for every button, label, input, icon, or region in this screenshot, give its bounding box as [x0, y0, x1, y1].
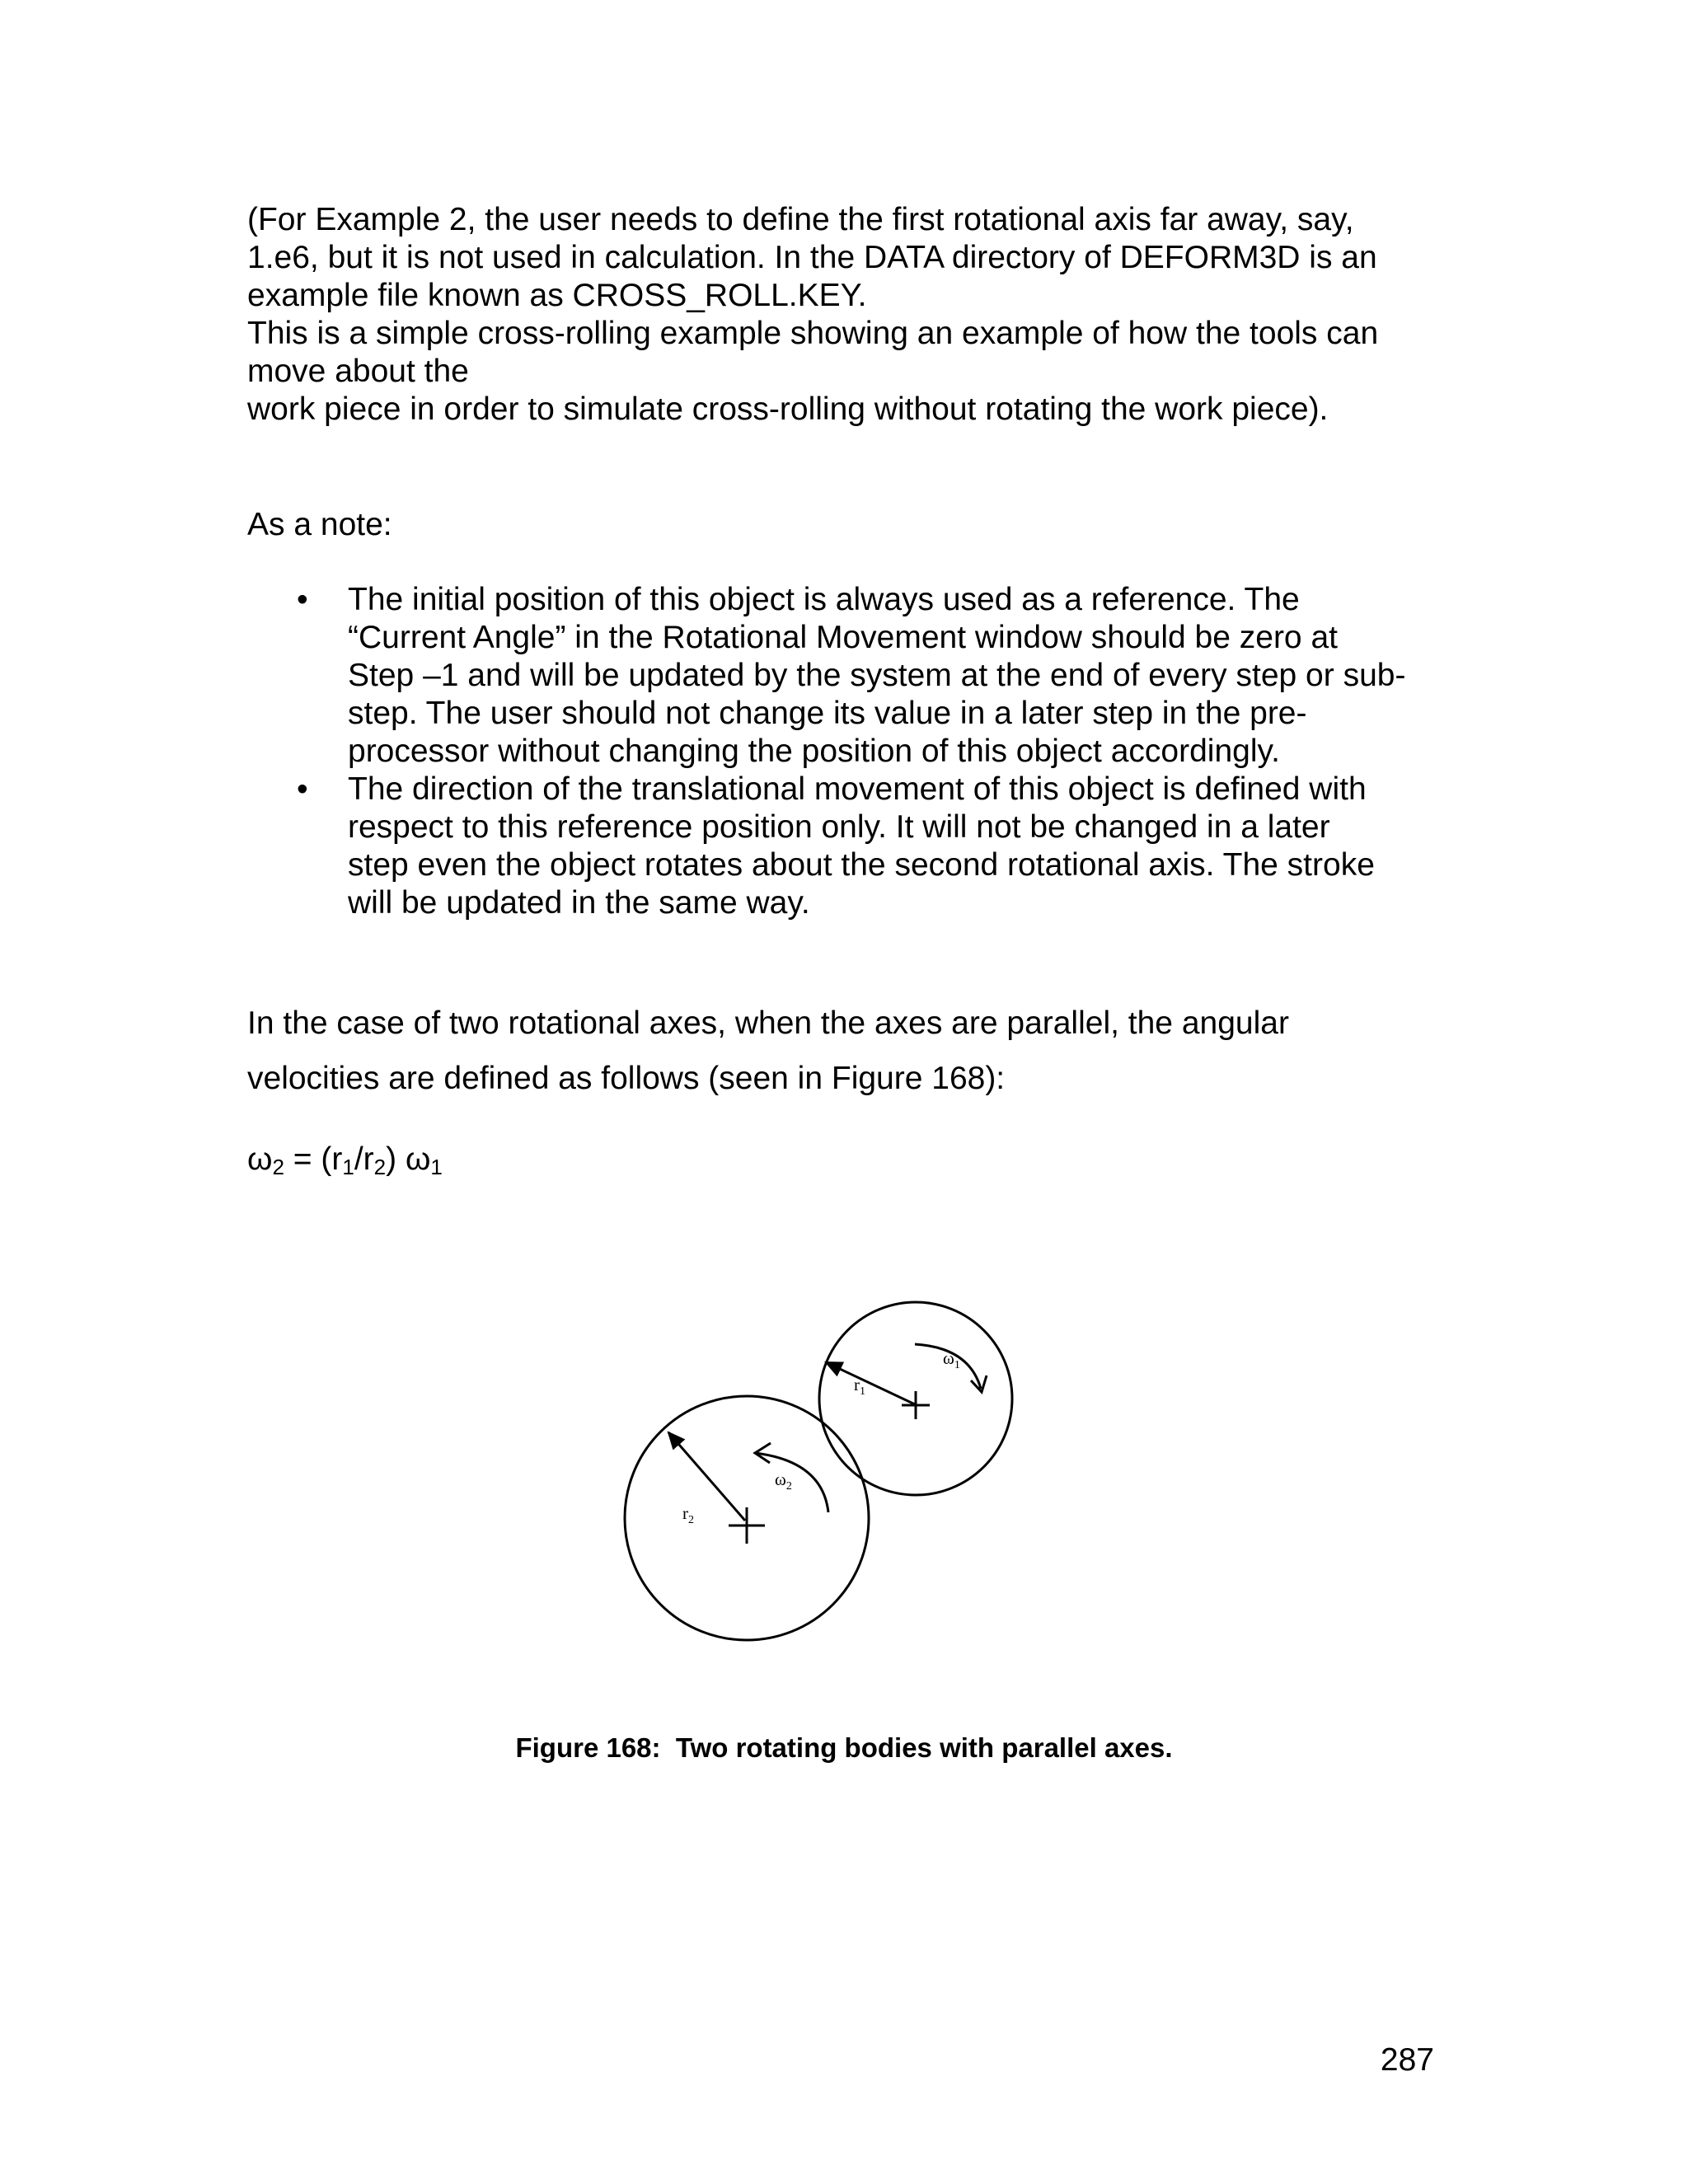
two-rotating-bodies-figure	[610, 1282, 1022, 1661]
text-line: velocities are defined as follows (seen in Figure 168):	[247, 1061, 1006, 1096]
text-line: processor without changing the position of this object accordingly.	[348, 733, 1280, 769]
note-heading: As a note:	[247, 507, 392, 542]
subscript: 2	[272, 1155, 284, 1179]
page-number: 287	[1380, 2042, 1434, 2078]
text-line: respect to this reference position only. It will not be changed in a later	[348, 809, 1330, 845]
bullet-icon: •	[297, 771, 308, 807]
bullet-item	[247, 771, 1451, 922]
text-line: step even the object rotates about the second rotational axis. The stroke	[348, 847, 1375, 883]
omega-1-label: $\omega_1$	[943, 1348, 960, 1371]
subscript: 1	[342, 1155, 354, 1179]
figure-caption: Figure 168: Two rotating bodies with parallel axes.	[515, 1732, 1173, 1763]
text-line: example file known as CROSS_ROLL.KEY.	[247, 278, 867, 313]
omega-symbol: ω	[247, 1141, 273, 1177]
r2-label: $r_2$	[682, 1503, 694, 1526]
text-line: step. The user should not change its value in a later step in the pre-	[348, 696, 1307, 731]
intro-paragraph	[247, 201, 1451, 429]
text-line: (For Example 2, the user needs to define the first rotational axis far away, say,	[247, 202, 1354, 237]
text-line: Step –1 and will be updated by the system at the end of every step or sub-	[348, 658, 1406, 693]
equation-text: /r	[354, 1141, 374, 1177]
text-line: In the case of two rotational axes, when the axes are parallel, the angular	[247, 1005, 1289, 1041]
radius-r1-arrow	[826, 1362, 915, 1404]
text-line: 1.e6, but it is not used in calculation. In the DATA directory of DEFORM3D is an	[247, 240, 1377, 275]
text-line: The direction of the translational movement of this object is defined with	[348, 771, 1367, 807]
parallel-axes-paragraph	[247, 996, 1451, 1106]
text-line: move about the	[247, 354, 469, 389]
omega-symbol: ω	[405, 1141, 431, 1177]
omega-2-label: $\omega_2$	[775, 1469, 792, 1493]
text-line: “Current Angle” in the Rotational Movement window should be zero at	[348, 620, 1338, 655]
r1-label: $r_1$	[854, 1375, 865, 1398]
note-bullet-list	[247, 581, 1451, 922]
text-line: will be updated in the same way.	[348, 885, 810, 921]
text-line: The initial position of this object is always used as a reference. The	[348, 582, 1300, 617]
subscript: 2	[373, 1155, 387, 1179]
equation-text: = (r	[284, 1141, 343, 1177]
bullet-item	[247, 581, 1451, 771]
radius-r2-arrow	[668, 1432, 745, 1521]
text-line: This is a simple cross-rolling example showing an example of how the tools can	[247, 316, 1379, 351]
bullet-icon: •	[297, 582, 308, 617]
angular-velocity-equation	[247, 1141, 443, 1179]
equation-text: )	[386, 1141, 406, 1177]
text-line: work piece in order to simulate cross-rolling without rotating the work piece).	[247, 391, 1329, 427]
subscript: 1	[430, 1155, 443, 1179]
